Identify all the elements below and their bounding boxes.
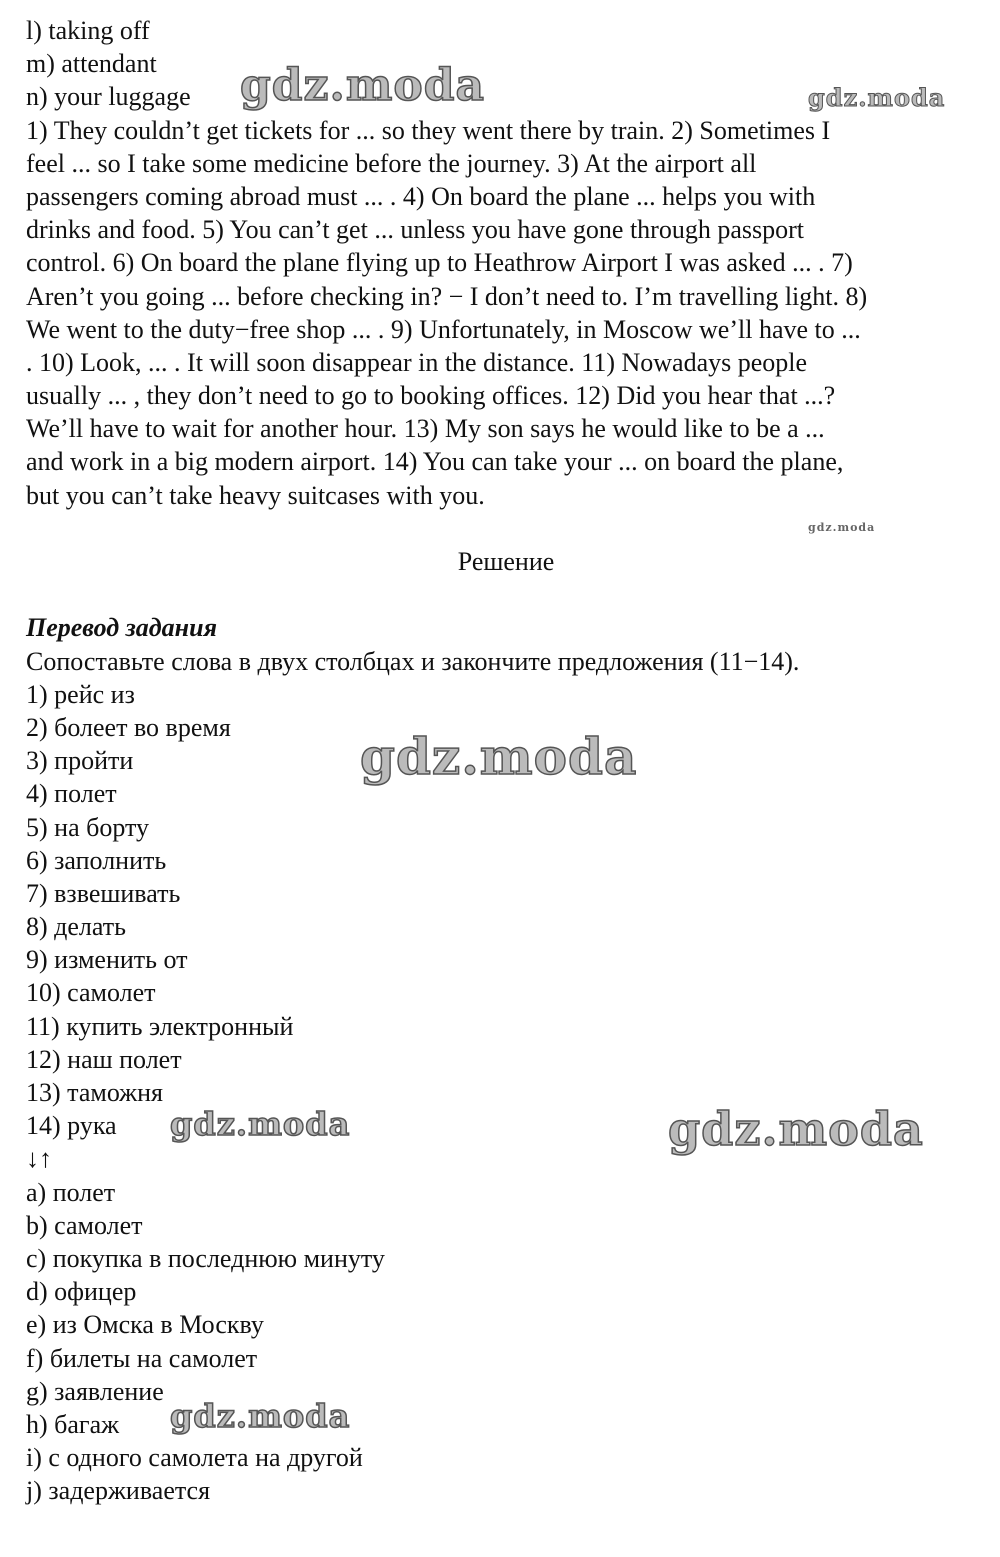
text-line: Aren’t you going ... before checking in? − I don’t need to. I’m travelling light. 8) (26, 281, 868, 311)
text-line: We went to the duty−free shop ... . 9) Unfortunately, in Moscow we’ll have to ... (26, 314, 861, 344)
text-line: 8) делать (26, 912, 126, 942)
text-line: ↓↑ (26, 1144, 52, 1174)
text-line: drinks and food. 5) You can’t get ... unless you have gone through passport (26, 215, 804, 245)
text-line: control. 6) On board the plane flying up to Heathrow Airport I was asked ... . 7) (26, 248, 853, 278)
text-line: 5) на борту (26, 812, 150, 842)
document-body (26, 14, 991, 1507)
text-line: b) самолет (26, 1210, 143, 1240)
text-line: c) покупка в последнюю минуту (26, 1243, 385, 1273)
text-line: f) билеты на самолет (26, 1343, 258, 1373)
text-line: m) attendant (26, 49, 157, 79)
spacer (26, 578, 991, 611)
text-line: passengers coming abroad must ... . 4) On board the plane ... helps you with (26, 181, 816, 211)
spacer (26, 512, 991, 545)
text-line: . 10) Look, ... . It will soon disappear in the distance. 11) Nowadays people (26, 347, 808, 377)
text-line: a) полет (26, 1177, 116, 1207)
text-line: 6) заполнить (26, 845, 167, 875)
text-line: 10) самолет (26, 978, 156, 1008)
text-line: h) багаж (26, 1409, 120, 1439)
watermark: gdz.moda (668, 1102, 924, 1156)
text-line: 14) рука (26, 1111, 117, 1141)
text-line: j) задерживается (26, 1476, 211, 1506)
translation-heading: Перевод задания (26, 613, 217, 643)
text-line: l) taking off (26, 16, 150, 45)
watermark: gdz.moda (170, 1397, 351, 1435)
text-line: 12) наш полет (26, 1044, 182, 1074)
text-line: 2) болеет во время (26, 712, 231, 742)
watermark: gdz.moda (808, 521, 876, 534)
text-line: e) из Омска в Москву (26, 1310, 264, 1340)
text-line: 1) рейс из (26, 679, 135, 709)
text-line: i) с одного самолета на другой (26, 1443, 363, 1473)
text-line: feel ... so I take some medicine before the journey. 3) At the airport all (26, 148, 757, 178)
text-line: n) your luggage (26, 82, 191, 112)
text-line: 11) купить электронный (26, 1011, 294, 1041)
watermark: gdz.moda (240, 60, 486, 111)
text-line: 3) пройти (26, 746, 134, 776)
text-line: g) заявление (26, 1376, 164, 1406)
text-line: and work in a big modern airport. 14) You can take your ... on board the plane, (26, 447, 844, 477)
task-text (26, 14, 991, 512)
watermark: gdz.moda (808, 83, 946, 112)
watermark: gdz.moda (360, 727, 638, 786)
text-line: 9) изменить от (26, 945, 188, 975)
text-line: but you can’t take heavy suitcases with you. (26, 480, 485, 510)
text-line: 1) They couldn’t get tickets for ... so they went there by train. 2) Sometimes I (26, 115, 831, 145)
text-line: 13) таможня (26, 1078, 164, 1107)
solution-heading: Решение (457, 547, 555, 576)
watermark: gdz.moda (170, 1105, 351, 1143)
text-line: We’ll have to wait for another hour. 13) My son says he would like to be a ... (26, 414, 825, 444)
text-line: usually ... , they don’t need to go to booking offices. 12) Did you hear that ...? (26, 381, 836, 411)
text-line: Сопоставьте слова в двух столбцах и закончите предложения (11−14). (26, 646, 800, 676)
text-line: d) офицер (26, 1277, 137, 1307)
text-line: 4) полет (26, 779, 117, 809)
translation-text (26, 645, 991, 1508)
text-line: 7) взвешивать (26, 878, 181, 908)
